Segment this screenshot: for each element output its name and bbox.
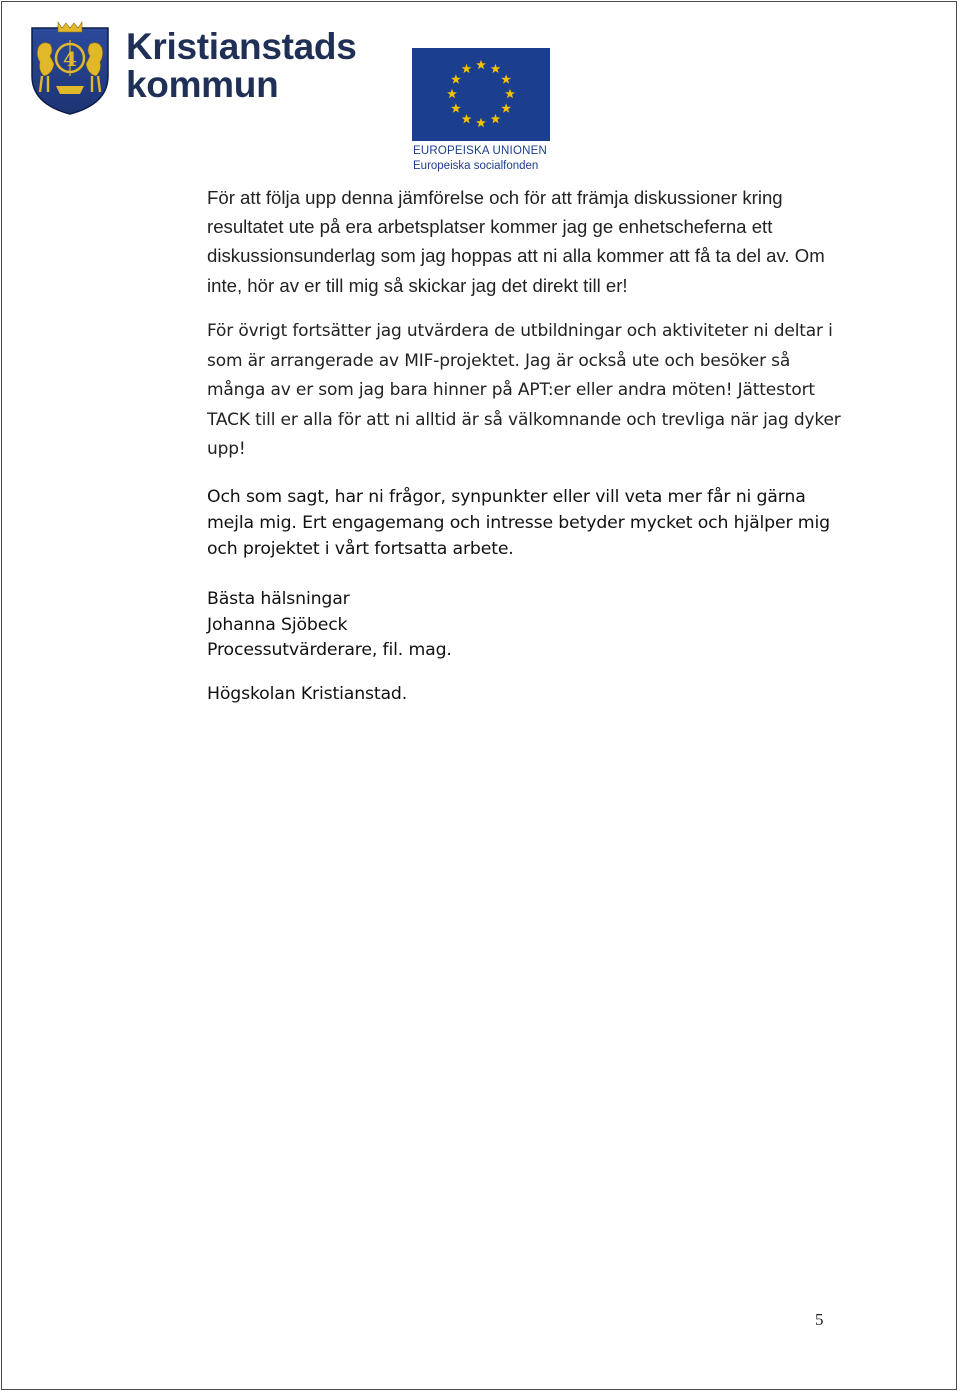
kristianstad-kommun-logo xyxy=(28,20,357,120)
page-number: 5 xyxy=(815,1310,824,1329)
paragraph-1: För att följa upp denna jämförelse och för att främja diskussioner kring resultatet ute på era arbetsplatser kommer jag ge enhetscheferna ett diskussionsunderlag som jag hoppas att ni alla kommer att få ta del av. Om inte, hör av er till mig så skickar jag det direkt till er! xyxy=(207,187,825,296)
paragraph-3: Och som sagt, har ni frågor, synpunkter eller vill veta mer får ni gärna mejla mig. Ert engagemang och intresse betyder mycket och hjälper mig och projektet i vårt fortsatta arbete. xyxy=(207,487,830,559)
eu-star-icon xyxy=(451,74,461,83)
eu-star-icon xyxy=(447,89,457,98)
eu-star-icon xyxy=(491,114,501,123)
kommun-name-line2: kommun xyxy=(126,64,279,105)
eu-stars-icon xyxy=(412,48,550,141)
eu-social-fund-logo xyxy=(410,48,555,178)
eu-fund-name: Europeiska socialfonden xyxy=(413,160,539,172)
eu-star-icon xyxy=(462,64,472,73)
eu-star-icon xyxy=(501,103,511,112)
affiliation: Högskolan Kristianstad. xyxy=(207,684,408,704)
eu-star-icon xyxy=(491,64,501,73)
coat-of-arms-icon xyxy=(28,20,112,116)
eu-star-icon xyxy=(462,114,472,123)
kommun-name xyxy=(126,28,357,104)
paragraph-2: För övrigt fortsätter jag utvärdera de utbildningar och aktiviteter ni deltar i som är arrangerade av MIF-projektet. Jag är också ute och besöker så många av er som jag bara hinner på APT:er eller andra möten! Jättestort TACK till er alla för att ni alltid är så välkomnande och trevliga när jag dyker upp! xyxy=(207,321,841,460)
eu-star-icon xyxy=(476,60,486,69)
eu-star-icon xyxy=(451,103,461,112)
signature-title: Processutvärderare, fil. mag. xyxy=(207,640,452,660)
kommun-name-line1: Kristianstads xyxy=(126,26,357,67)
signature-name: Johanna Sjöbeck xyxy=(207,614,348,635)
eu-star-icon xyxy=(505,89,515,98)
signature-block xyxy=(207,587,847,664)
eu-name: EUROPEISKA UNIONEN xyxy=(413,145,547,157)
eu-flag-icon xyxy=(412,48,550,141)
eu-star-icon xyxy=(501,74,511,83)
eu-star-icon xyxy=(476,118,486,127)
svg-text:4: 4 xyxy=(63,47,77,71)
greeting: Bästa hälsningar xyxy=(207,589,350,609)
